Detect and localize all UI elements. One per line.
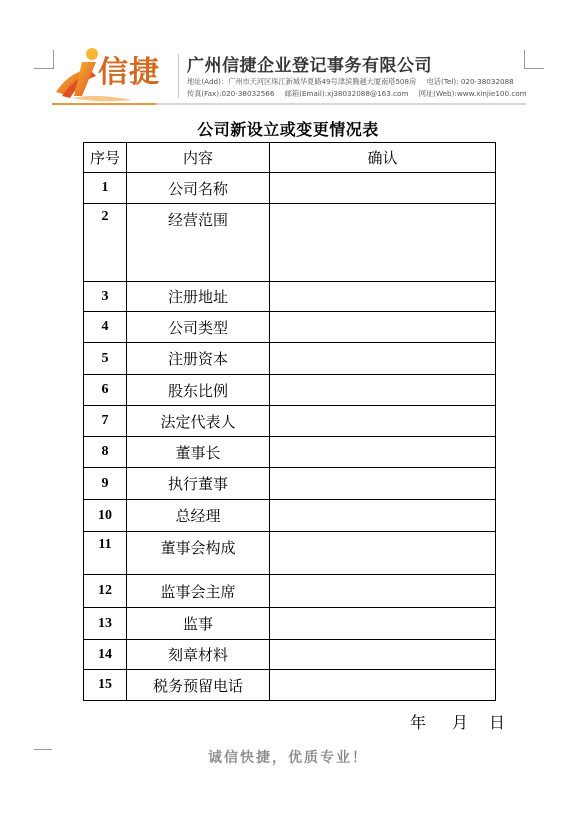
contact-line-1	[187, 77, 522, 87]
row-item: 监事会主席	[127, 575, 270, 608]
row-no: 11	[84, 532, 127, 575]
row-confirm[interactable]	[270, 312, 496, 343]
row-confirm[interactable]	[270, 500, 496, 532]
row-no: 13	[84, 608, 127, 640]
header-confirm: 确认	[270, 143, 496, 173]
table-row	[84, 468, 496, 500]
row-confirm[interactable]	[270, 282, 496, 312]
table-row	[84, 575, 496, 608]
row-confirm[interactable]	[270, 670, 496, 701]
row-item: 刻章材料	[127, 640, 270, 670]
date-month: 月	[452, 713, 469, 732]
table-header-row	[84, 143, 496, 173]
date-day: 日	[489, 713, 506, 732]
table-row	[84, 640, 496, 670]
row-confirm[interactable]	[270, 406, 496, 437]
row-no: 8	[84, 437, 127, 468]
table-row	[84, 282, 496, 312]
table-row	[84, 437, 496, 468]
row-no: 7	[84, 406, 127, 437]
row-item: 公司名称	[127, 173, 270, 204]
row-no: 15	[84, 670, 127, 701]
table-row	[84, 532, 496, 575]
row-item: 公司类型	[127, 312, 270, 343]
date-line	[410, 710, 505, 733]
row-no: 9	[84, 468, 127, 500]
fax-text: 传真(Fax):020-38032566	[187, 89, 275, 98]
row-item: 董事会构成	[127, 532, 270, 575]
row-no: 2	[84, 204, 127, 282]
crop-mark-top-right	[524, 68, 544, 69]
table-row	[84, 204, 496, 282]
row-no: 10	[84, 500, 127, 532]
header-rule	[52, 103, 526, 105]
row-no: 1	[84, 173, 127, 204]
table-row	[84, 670, 496, 701]
row-item: 注册资本	[127, 343, 270, 375]
row-confirm[interactable]	[270, 608, 496, 640]
table-row	[84, 406, 496, 437]
company-name: 广州信捷企业登记事务有限公司	[187, 56, 432, 76]
row-item: 执行董事	[127, 468, 270, 500]
tel-text: 电话(Tel): 020-38032088	[426, 77, 514, 86]
table-row	[84, 608, 496, 640]
row-confirm[interactable]	[270, 375, 496, 406]
row-confirm[interactable]	[270, 532, 496, 575]
row-item: 股东比例	[127, 375, 270, 406]
contact-line-2	[187, 89, 535, 99]
web-text: 网址(Web):www.xinjie100.com	[418, 89, 527, 98]
row-confirm[interactable]	[270, 575, 496, 608]
row-item: 董事长	[127, 437, 270, 468]
crop-mark-top-left	[34, 68, 54, 69]
header-no: 序号	[84, 143, 127, 173]
letterhead	[52, 40, 526, 108]
row-confirm[interactable]	[270, 640, 496, 670]
row-confirm[interactable]	[270, 343, 496, 375]
table-row	[84, 312, 496, 343]
row-item: 税务预留电话	[127, 670, 270, 701]
row-item: 法定代表人	[127, 406, 270, 437]
document-title: 公司新设立或变更情况表	[197, 120, 379, 139]
row-no: 12	[84, 575, 127, 608]
table-row	[84, 173, 496, 204]
row-no: 4	[84, 312, 127, 343]
address-text: 地址(Add)：广州市天河区珠江新城华夏路49号津滨腾越大厦南塔508房	[187, 77, 417, 86]
row-no: 14	[84, 640, 127, 670]
row-no: 5	[84, 343, 127, 375]
email-text: 邮箱(Email):xj38032088@163.com	[284, 89, 409, 98]
table-row	[84, 343, 496, 375]
row-confirm[interactable]	[270, 204, 496, 282]
header-divider	[178, 54, 179, 98]
date-year: 年	[410, 713, 427, 732]
row-confirm[interactable]	[270, 468, 496, 500]
logo-wordmark: 信捷	[98, 55, 160, 90]
row-confirm[interactable]	[270, 437, 496, 468]
row-no: 3	[84, 282, 127, 312]
row-no: 6	[84, 375, 127, 406]
row-item: 总经理	[127, 500, 270, 532]
company-logo	[52, 40, 174, 102]
table-row	[84, 375, 496, 406]
header-item: 内容	[127, 143, 270, 173]
row-item: 经营范围	[127, 204, 270, 282]
row-item: 监事	[127, 608, 270, 640]
row-confirm[interactable]	[270, 173, 496, 204]
table-row	[84, 500, 496, 532]
row-item: 注册地址	[127, 282, 270, 312]
footer-slogan: 诚信快捷，优质专业！	[208, 750, 368, 766]
info-table	[83, 142, 496, 701]
